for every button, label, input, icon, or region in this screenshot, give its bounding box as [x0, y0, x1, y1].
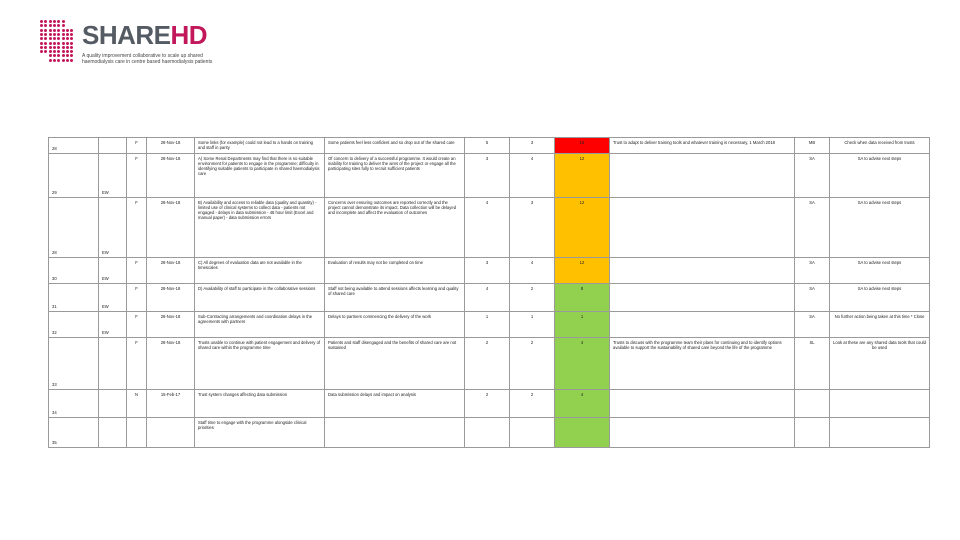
row-date: 28-Nov-18 — [147, 312, 195, 338]
table-row — [49, 198, 930, 258]
row-notes: Look at these are any shared data tools that could be used — [830, 338, 930, 390]
row-impact: 3 — [510, 198, 555, 258]
table-row — [49, 284, 930, 312]
row-owner: SA — [795, 258, 830, 284]
row-mitigation: Trust to adapt to deliver training tools and whatever training is necessary, 1 March 2018 — [610, 138, 795, 154]
row-type — [99, 390, 127, 418]
row-score: 4 — [555, 390, 610, 418]
row-notes: SA to advise next steps — [830, 284, 930, 312]
row-risk-description: Some links (for example) could not lead to a hands on training and staff in parity — [195, 138, 325, 154]
row-consequence: Delays to partners commencing the delivery of the work — [325, 312, 465, 338]
row-notes: SA to advise next steps — [830, 258, 930, 284]
row-type: EW — [99, 154, 127, 198]
row-date: 28-Nov-18 — [147, 284, 195, 312]
row-impact: 4 — [510, 154, 555, 198]
row-date: 28-Nov-18 — [147, 198, 195, 258]
row-type: EW — [99, 258, 127, 284]
row-risk-description: C) All degrees of evaluation data are not available in the timescales — [195, 258, 325, 284]
row-nature: F — [127, 154, 147, 198]
row-score: 1 — [555, 312, 610, 338]
row-owner: SL — [795, 338, 830, 390]
row-type — [99, 418, 127, 448]
row-score — [555, 418, 610, 448]
table-row — [49, 258, 930, 284]
row-mitigation — [610, 154, 795, 198]
row-number: 29 — [49, 154, 99, 198]
row-date: 28-Nov-18 — [147, 138, 195, 154]
row-likelihood: 1 — [465, 312, 510, 338]
row-risk-description: Staff time to engage with the programme alongside clinical priorities — [195, 418, 325, 448]
row-notes: Check when data received from trusts — [830, 138, 930, 154]
row-date: 28-Nov-18 — [147, 258, 195, 284]
row-likelihood: 4 — [465, 198, 510, 258]
logo-wordmark — [82, 20, 207, 51]
row-owner — [795, 418, 830, 448]
row-date: 28-Nov-18 — [147, 154, 195, 198]
row-owner: SA — [795, 198, 830, 258]
table-row — [49, 312, 930, 338]
row-risk-description: Trusts unable to continue with patient engagement and delivery of shared care within the programme time — [195, 338, 325, 390]
row-likelihood: 3 — [465, 154, 510, 198]
row-score: 12 — [555, 154, 610, 198]
row-mitigation — [610, 390, 795, 418]
row-owner: SA — [795, 312, 830, 338]
logo-dot-grid-icon — [40, 20, 76, 64]
row-type: EW — [99, 198, 127, 258]
logo-share-text: SHARE — [82, 20, 171, 50]
row-likelihood — [465, 418, 510, 448]
row-nature: F — [127, 312, 147, 338]
row-consequence: Evaluation of results may not be completed on time — [325, 258, 465, 284]
row-impact: 2 — [510, 338, 555, 390]
row-type: EW — [99, 284, 127, 312]
row-consequence: Of concern to delivery of a successful programme. It would create an inability for training to deliver the aims of the project or engage all the participating sites fully to recruit sufficient patients — [325, 154, 465, 198]
row-risk-description: B) Availability and access to reliable data (quality and quantity) - limited use of clinical systems to collect data - patients not engaged - delays in data submission - 48 hour limit (Excel and manual paper) - data submission errors — [195, 198, 325, 258]
row-type: EW — [99, 312, 127, 338]
row-nature: F — [127, 258, 147, 284]
row-number: 34 — [49, 390, 99, 418]
row-number: 30 — [49, 258, 99, 284]
row-consequence: Staff not being available to attend sessions affects learning and quality of shared care — [325, 284, 465, 312]
row-risk-description: A) Some Renal Departments may find that there is no suitable environment for patients to engage in the programme; difficulty in identifying suitable patients to participate in shared haemodialysis care — [195, 154, 325, 198]
row-nature: F — [127, 138, 147, 154]
row-likelihood: 5 — [465, 138, 510, 154]
row-impact: 2 — [510, 390, 555, 418]
row-mitigation: Trusts to discuss with the programme team their plans for continuing and to identify options available to support the sustainability of shared care beyond the life of the programme — [610, 338, 795, 390]
row-nature — [127, 418, 147, 448]
row-notes: SA to advise next steps — [830, 154, 930, 198]
row-notes — [830, 418, 930, 448]
logo-hd-text: HD — [170, 20, 208, 50]
row-notes — [830, 390, 930, 418]
row-score: 12 — [555, 198, 610, 258]
row-notes: SA to advise next steps — [830, 198, 930, 258]
row-number: 28 — [49, 138, 99, 154]
row-impact: 3 — [510, 138, 555, 154]
table-row — [49, 154, 930, 198]
row-risk-description: D) Availability of staff to participate in the collaborative sessions — [195, 284, 325, 312]
row-type — [99, 138, 127, 154]
row-score: 12 — [555, 258, 610, 284]
row-notes: No further action being taken at this time * Close — [830, 312, 930, 338]
sharehd-logo — [40, 20, 240, 70]
row-nature: F — [127, 338, 147, 390]
row-nature: N — [127, 390, 147, 418]
row-likelihood: 2 — [465, 390, 510, 418]
row-number: 31 — [49, 284, 99, 312]
risk-register-table — [48, 137, 930, 448]
row-nature: F — [127, 198, 147, 258]
row-date: 15-Feb-17 — [147, 390, 195, 418]
table-row — [49, 138, 930, 154]
row-owner: SA — [795, 154, 830, 198]
row-mitigation — [610, 284, 795, 312]
row-risk-description: Trust system changes affecting data submission — [195, 390, 325, 418]
logo-tagline: A quality improvement collaborative to scale up shared haemodialysis care in centre based haemodialysis patients — [82, 53, 213, 65]
row-score: 8 — [555, 284, 610, 312]
row-number: 32 — [49, 312, 99, 338]
table-row — [49, 418, 930, 448]
row-score: 15 — [555, 138, 610, 154]
row-likelihood: 3 — [465, 258, 510, 284]
row-score: 4 — [555, 338, 610, 390]
table-row — [49, 338, 930, 390]
row-impact: 4 — [510, 258, 555, 284]
row-mitigation — [610, 312, 795, 338]
row-impact — [510, 418, 555, 448]
row-owner: SA — [795, 284, 830, 312]
row-impact: 2 — [510, 284, 555, 312]
row-likelihood: 2 — [465, 338, 510, 390]
row-likelihood: 4 — [465, 284, 510, 312]
row-mitigation — [610, 198, 795, 258]
row-consequence: Some patients feel less confident and so drop out of the shared care — [325, 138, 465, 154]
row-consequence: Patients and staff disengaged and the benefits of shared care are not sustained — [325, 338, 465, 390]
row-mitigation — [610, 418, 795, 448]
row-risk-description: Sub-Contracting arrangements and coordination delays in the agreements with partners — [195, 312, 325, 338]
row-owner: MB — [795, 138, 830, 154]
row-impact: 1 — [510, 312, 555, 338]
row-number: 35 — [49, 418, 99, 448]
row-owner — [795, 390, 830, 418]
row-nature: F — [127, 284, 147, 312]
table-row — [49, 390, 930, 418]
row-date: 28-Nov-18 — [147, 338, 195, 390]
row-mitigation — [610, 258, 795, 284]
row-number: 28 — [49, 198, 99, 258]
row-consequence: Concerns over ensuring outcomes are reported correctly and the project cannot demonstrate its impact. Data collection will be delayed and incomplete and affect the evaluation of outcomes — [325, 198, 465, 258]
row-number: 33 — [49, 338, 99, 390]
row-consequence: Data submission delays and impact on analysis — [325, 390, 465, 418]
row-consequence — [325, 418, 465, 448]
row-date — [147, 418, 195, 448]
row-type — [99, 338, 127, 390]
